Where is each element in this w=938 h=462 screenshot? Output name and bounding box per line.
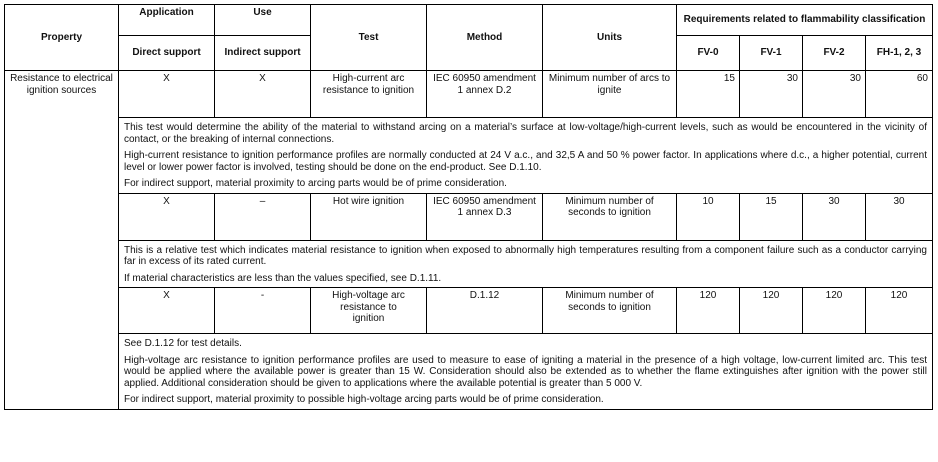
fv0-value: 10 [677,193,740,240]
test-name-cell: High-current arc resistance to ignition [311,71,427,118]
test-name-cell: High-voltage arc resistance to ignition [311,288,427,334]
test-row-high-voltage-arc [5,288,933,334]
header-indirect-support: Indirect support [215,36,311,71]
header-use: Use [215,5,311,36]
fv2-value: 30 [803,193,866,240]
direct-support-cell: X [119,288,215,334]
note-paragraph: This is a relative test which indicates material resistance to ignition when exposed to abnormally high temperatures resulting from a component failure such as a conductor carrying far in excess of its rated current. [124,244,927,267]
test-name-cell: Hot wire ignition [311,193,427,240]
header-units: Units [543,5,677,71]
fv1-value: 120 [740,288,803,334]
flammability-table-container [4,4,932,410]
note-paragraph: For indirect support, material proximity to arcing parts would be of prime consideration. [124,178,507,189]
fv2-value: 30 [803,71,866,118]
header-fv1: FV-1 [740,36,803,71]
note-paragraph: High-voltage arc resistance to ignition performance profiles are used to measure to ease of igniting a material in the presence of a high voltage, low-current limited arc. This test would be applied where the available power is greater than 15 W. Consideration should also be extended as to whether the flame extinguishes after ignition with the power still applied. Additional consideration should be given to applications where the available potential is greater than 5 000 V. [124,354,927,389]
notes-row-high-current-arc [5,118,933,194]
fv1-value: 30 [740,71,803,118]
fh-value: 60 [866,71,933,118]
fh-value: 120 [866,288,933,334]
test-row-hot-wire [5,193,933,240]
flammability-requirements-table [4,4,933,410]
header-fv0: FV-0 [677,36,740,71]
units-cell: Minimum number of seconds to ignition [543,193,677,240]
test-notes [119,240,933,288]
header-property: Property [5,5,119,71]
test-notes [119,334,933,410]
indirect-support-cell: - [215,288,311,334]
units-cell: Minimum number of seconds to ignition [543,288,677,334]
header-application: Application [119,5,215,36]
fv0-value: 15 [677,71,740,118]
notes-row-high-voltage-arc [5,334,933,410]
direct-support-cell: X [119,71,215,118]
header-requirements: Requirements related to flammability classification [677,5,933,36]
property-cell: Resistance to electrical ignition sources [5,71,119,410]
indirect-support-cell: – [215,193,311,240]
direct-support-cell: X [119,193,215,240]
header-direct-support: Direct support [119,36,215,71]
test-notes [119,118,933,194]
method-cell: IEC 60950 amendment 1 annex D.3 [427,193,543,240]
test-row-high-current-arc [5,71,933,118]
note-paragraph: This test would determine the ability of the material to withstand arcing on a material’s surface at low-voltage/high-current levels, such as would be encountered in the vicinity of contact, or the breaking of internal connections. [124,122,927,145]
fh-value: 30 [866,193,933,240]
fv1-value: 15 [740,193,803,240]
note-paragraph: If material characteristics are less than the values specified, see D.1.11. [124,272,442,284]
fv0-value: 120 [677,288,740,334]
fv2-value: 120 [803,288,866,334]
indirect-support-cell: X [215,71,311,118]
units-cell: Minimum number of arcs to ignite [543,71,677,118]
header-method: Method [427,5,543,71]
header-row-1 [5,5,933,36]
header-fh: FH-1, 2, 3 [866,36,933,71]
note-paragraph: See D.1.12 for test details. [124,338,242,349]
note-paragraph: For indirect support, material proximity to possible high-voltage arcing parts would be of prime consideration. [124,394,604,405]
header-test: Test [311,5,427,71]
method-cell: IEC 60950 amendment 1 annex D.2 [427,71,543,118]
notes-row-hot-wire [5,240,933,288]
header-fv2: FV-2 [803,36,866,71]
note-paragraph: High-current resistance to ignition performance profiles are normally conducted at 24 V a.c., and 32,5 A and 50 % power factor. In applications where d.c., a higher potential, current level or lower power factor is involved, testing should be done on the end-product. See D.1.10. [124,150,927,173]
method-cell: D.1.12 [427,288,543,334]
